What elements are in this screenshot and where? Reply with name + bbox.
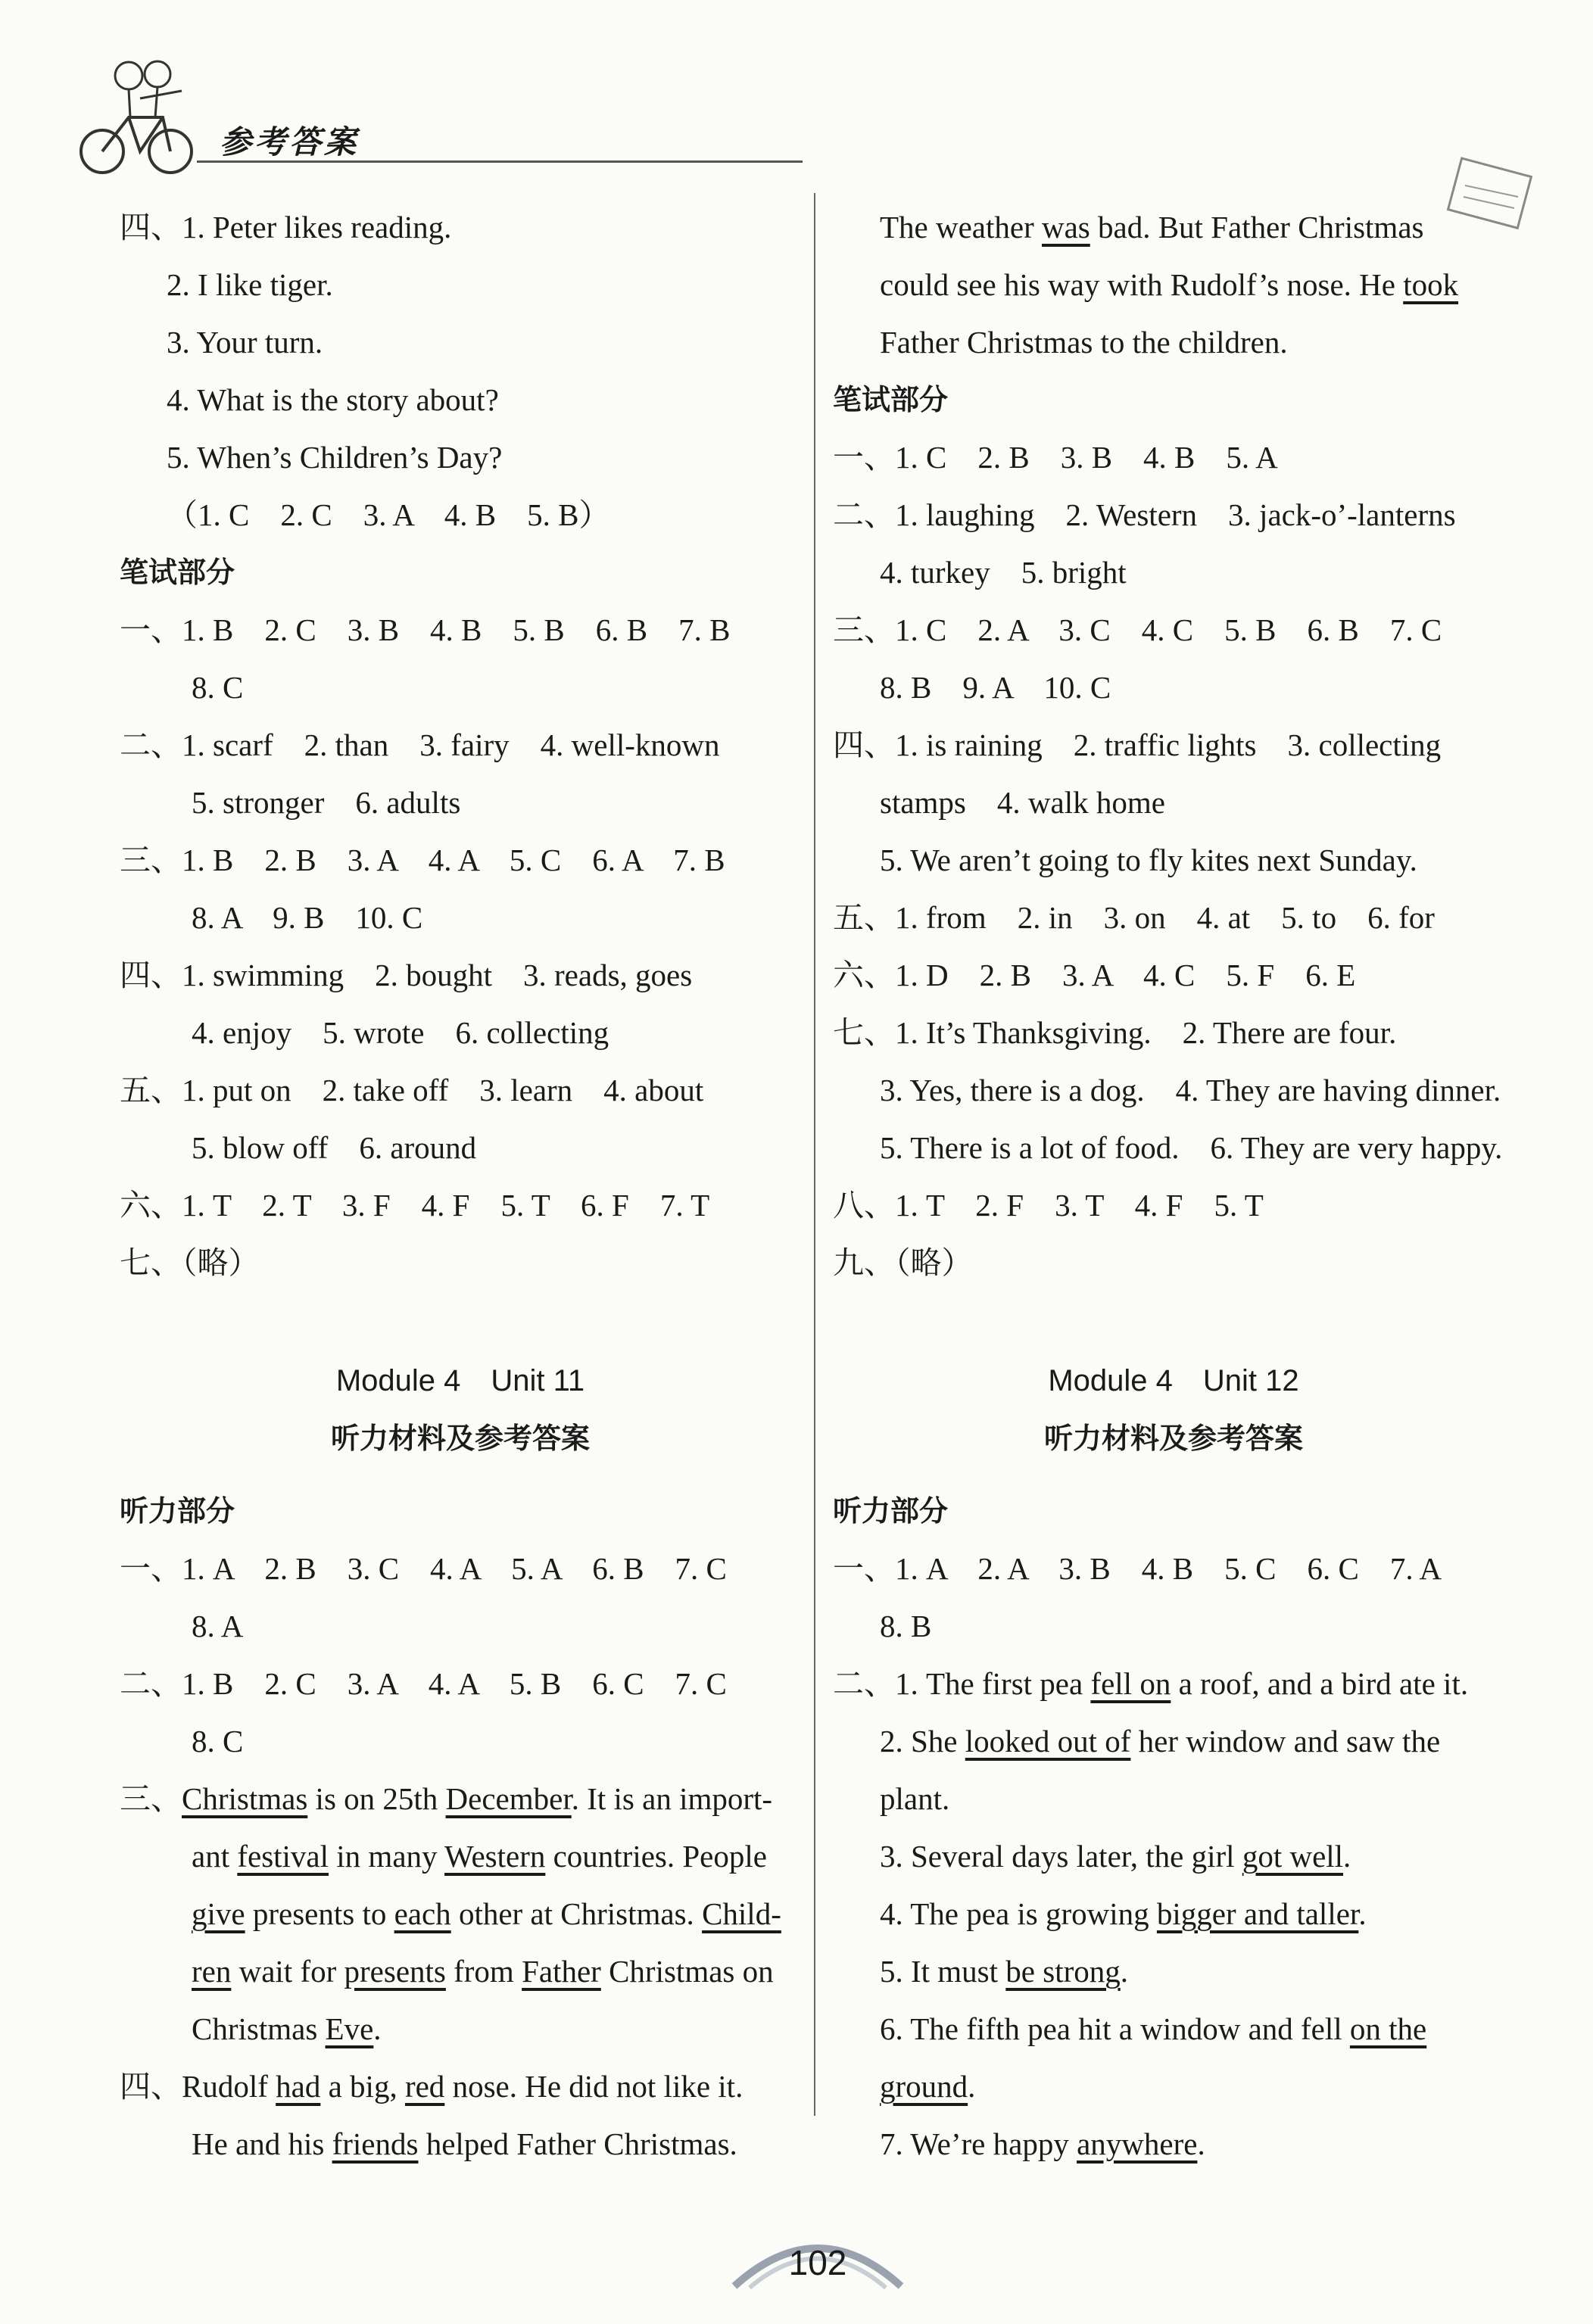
passage-text: bad. But Father Christmas: [1090, 210, 1424, 245]
passage-text: .: [968, 2069, 976, 2104]
right-written-answers: [833, 428, 1514, 1291]
passage-line: [833, 2058, 1514, 2115]
passage-text: 二、1. The first pea: [833, 1666, 1091, 1701]
left-column: [120, 198, 801, 2173]
written-answer-line: 5. There is a lot of food. 6. They are very happy.: [880, 1130, 1503, 1165]
passage-text: .: [1120, 1954, 1128, 1989]
right-unit-subtitle: 听力材料及参考答案: [1043, 1422, 1303, 1455]
right-passage-2: [833, 1655, 1514, 2173]
column-divider: [814, 193, 815, 2116]
passage-text: countries. People: [545, 1839, 767, 1874]
listening-answer-line: 一、1. A 2. B 3. C 4. A 5. A 6. B 7. C: [120, 1551, 727, 1586]
right-passage-continued: [833, 198, 1514, 371]
underlined-answer: Christmas: [182, 1781, 308, 1816]
listening-answer-line: 二、1. B 2. C 3. A 4. A 5. B 6. C 7. C: [120, 1666, 727, 1701]
passage-line: [120, 2000, 801, 2058]
written-answer-line: 三、1. B 2. B 3. A 4. A 5. C 6. A 7. B: [120, 843, 725, 877]
passage-text: helped Father Christmas.: [418, 2126, 737, 2161]
passage-line: [120, 1827, 801, 1885]
right-column: [833, 198, 1514, 2173]
kids-on-bicycle-icon: [76, 45, 204, 182]
underlined-answer: each: [394, 1896, 451, 1931]
page-header: [76, 45, 803, 189]
underlined-answer: fell on: [1090, 1666, 1171, 1701]
passage-text: 2. She: [880, 1724, 965, 1759]
underlined-answer: looked out of: [965, 1724, 1131, 1759]
passage-text: wait for: [231, 1954, 344, 1989]
left-written-heading: 笔试部分: [120, 556, 235, 589]
right-unit-title: Module 4 Unit 12: [1048, 1364, 1299, 1397]
underlined-answer: Eve: [325, 2011, 374, 2046]
oral-answer-line: 2. I like tiger.: [167, 267, 333, 302]
underlined-answer: on the: [1349, 2011, 1427, 2046]
passage-text: 6. The fifth pea hit a window and fell: [880, 2011, 1350, 2046]
passage-text: . It is an import-: [571, 1781, 773, 1816]
underlined-answer: Child-: [702, 1896, 781, 1931]
underlined-answer: bigger and taller: [1156, 1896, 1359, 1931]
passage-text: from: [445, 1954, 522, 1989]
passage-text: 3. Several days later, the girl: [880, 1839, 1242, 1874]
written-answer-line: 3. Yes, there is a dog. 4. They are having dinner.: [880, 1073, 1501, 1107]
passage-text: her window and saw the: [1130, 1724, 1441, 1759]
written-answer-line: 五、1. from 2. in 3. on 4. at 5. to 6. for: [833, 900, 1435, 935]
underlined-answer: took: [1403, 267, 1459, 302]
header-title: 参考答案: [220, 123, 360, 160]
written-answer-line: 8. A 9. B 10. C: [192, 900, 423, 935]
left-listening-heading: 听力部分: [120, 1494, 235, 1528]
passage-text: is on 25th: [307, 1781, 446, 1816]
left-unit-title: Module 4 Unit 11: [335, 1364, 585, 1397]
oral-answer-line: 5. When’s Children’s Day?: [167, 440, 503, 475]
underlined-answer: ren: [192, 1954, 232, 1989]
written-answer-line: 5. We aren’t going to fly kites next Sunday.: [880, 843, 1417, 877]
listening-answer-line: 8. C: [192, 1724, 244, 1759]
passage-text: .: [1197, 2126, 1205, 2161]
passage-line: [120, 1885, 801, 1942]
underlined-answer: festival: [237, 1839, 329, 1874]
passage-text: 四、Rudolf: [120, 2069, 276, 2104]
passage-text: .: [1343, 1839, 1351, 1874]
passage-line: [833, 1942, 1514, 2000]
left-oral-answers: [120, 198, 801, 544]
right-listening-answers: [833, 1540, 1514, 1655]
listening-answer-line: 8. B: [880, 1609, 932, 1643]
passage-text: 4. The pea is growing: [880, 1896, 1157, 1931]
underlined-answer: be strong: [1005, 1954, 1121, 1989]
oral-answer-line: 4. What is the story about?: [167, 382, 499, 417]
right-listening-heading: 听力部分: [833, 1494, 949, 1528]
written-answer-line: 二、1. scarf 2. than 3. fairy 4. well-known: [120, 727, 720, 762]
written-answer-line: 4. enjoy 5. wrote 6. collecting: [192, 1015, 609, 1050]
passage-text: Christmas: [192, 2011, 326, 2046]
written-answer-line: 5. stronger 6. adults: [192, 785, 461, 820]
written-answer-line: 六、1. T 2. T 3. F 4. F 5. T 6. F 7. T: [120, 1188, 710, 1223]
passage-text: Father Christmas to the children.: [880, 325, 1288, 360]
passage-line: [833, 1655, 1514, 1712]
passage-text: The weather: [880, 210, 1042, 245]
left-passage-3: [120, 1770, 801, 2058]
oral-answer-line: 3. Your turn.: [167, 325, 323, 360]
passage-text: a big,: [320, 2069, 405, 2104]
written-answer-line: 六、1. D 2. B 3. A 4. C 5. F 6. E: [833, 958, 1356, 992]
underlined-answer: presents: [344, 1954, 446, 1989]
oral-answer-line: （1. C 2. C 3. A 4. B 5. B）: [167, 497, 610, 532]
passage-line: [833, 1827, 1514, 1885]
underlined-answer: December: [445, 1781, 572, 1816]
listening-answer-line: 一、1. A 2. A 3. B 4. B 5. C 6. C 7. A: [833, 1551, 1442, 1586]
written-answer-line: 四、1. is raining 2. traffic lights 3. collecting: [833, 727, 1442, 762]
underlined-answer: red: [404, 2069, 445, 2104]
passage-line: [120, 1770, 801, 1827]
left-passage-4: [120, 2058, 801, 2173]
passage-text: other at Christmas.: [450, 1896, 703, 1931]
page-number: 102: [788, 2243, 847, 2282]
passage-line: [833, 2000, 1514, 2058]
written-answer-line: 二、1. laughing 2. Western 3. jack-o’-lanterns: [833, 497, 1456, 532]
passage-line: [833, 1770, 1514, 1827]
passage-text: nose. He did not like it.: [444, 2069, 744, 2104]
passage-text: in many: [329, 1839, 445, 1874]
passage-line: [833, 1885, 1514, 1942]
page-footer: [719, 2203, 916, 2301]
left-written-answers: [120, 601, 801, 1291]
written-answer-line: 七、（略）: [120, 1245, 260, 1280]
passage-text: Christmas on: [600, 1954, 774, 1989]
passage-line: [833, 198, 1514, 256]
passage-text: could see his way with Rudolf’s nose. He: [880, 267, 1404, 302]
passage-line: [120, 2058, 801, 2115]
passage-text: 三、: [120, 1781, 182, 1816]
written-answer-line: 8. C: [192, 670, 244, 705]
written-answer-line: stamps 4. walk home: [880, 785, 1165, 820]
written-answer-line: 四、1. swimming 2. bought 3. reads, goes: [120, 958, 693, 992]
passage-line: [833, 313, 1514, 371]
written-answer-line: 八、1. T 2. F 3. T 4. F 5. T: [833, 1188, 1264, 1223]
underlined-answer: ground: [880, 2069, 968, 2104]
written-answer-line: 五、1. put on 2. take off 3. learn 4. about: [120, 1073, 704, 1107]
underlined-answer: Father: [522, 1954, 601, 1989]
passage-line: [120, 2115, 801, 2173]
underlined-answer: give: [192, 1896, 245, 1931]
written-answer-line: 一、1. B 2. C 3. B 4. B 5. B 6. B 7. B: [120, 612, 731, 647]
underlined-answer: anywhere: [1077, 2126, 1198, 2161]
right-written-heading: 笔试部分: [833, 383, 949, 416]
passage-text: presents to: [245, 1896, 394, 1931]
passage-line: [833, 1712, 1514, 1770]
passage-text: plant.: [880, 1781, 950, 1816]
passage-text: 7. We’re happy: [880, 2126, 1077, 2161]
left-listening-answers: [120, 1540, 801, 1770]
written-answer-line: 三、1. C 2. A 3. C 4. C 5. B 6. B 7. C: [833, 612, 1442, 647]
passage-line: [833, 256, 1514, 313]
left-unit-subtitle: 听力材料及参考答案: [330, 1422, 590, 1455]
oral-answer-line: 四、1. Peter likes reading.: [120, 210, 452, 245]
written-answer-line: 8. B 9. A 10. C: [880, 670, 1111, 705]
passage-line: [120, 1942, 801, 2000]
listening-answer-line: 8. A: [192, 1609, 244, 1643]
written-answer-line: 一、1. C 2. B 3. B 4. B 5. A: [833, 440, 1278, 475]
passage-text: .: [373, 2011, 382, 2046]
written-answer-line: 5. blow off 6. around: [192, 1130, 477, 1165]
passage-text: 5. It must: [880, 1954, 1006, 1989]
passage-text: a roof, and a bird ate it.: [1171, 1666, 1469, 1701]
underlined-answer: friends: [332, 2126, 419, 2161]
written-answer-line: 七、1. It’s Thanksgiving. 2. There are four.: [833, 1015, 1397, 1050]
header-rule: [197, 160, 803, 163]
underlined-answer: had: [276, 2069, 321, 2104]
passage-text: .: [1358, 1896, 1367, 1931]
underlined-answer: Western: [444, 1839, 546, 1874]
written-answer-line: 4. turkey 5. bright: [880, 555, 1127, 590]
written-answer-line: 九、（略）: [833, 1245, 973, 1280]
underlined-answer: got well: [1242, 1839, 1344, 1874]
passage-text: He and his: [192, 2126, 332, 2161]
passage-line: [833, 2115, 1514, 2173]
passage-text: ant: [192, 1839, 238, 1874]
underlined-answer: was: [1042, 210, 1090, 245]
